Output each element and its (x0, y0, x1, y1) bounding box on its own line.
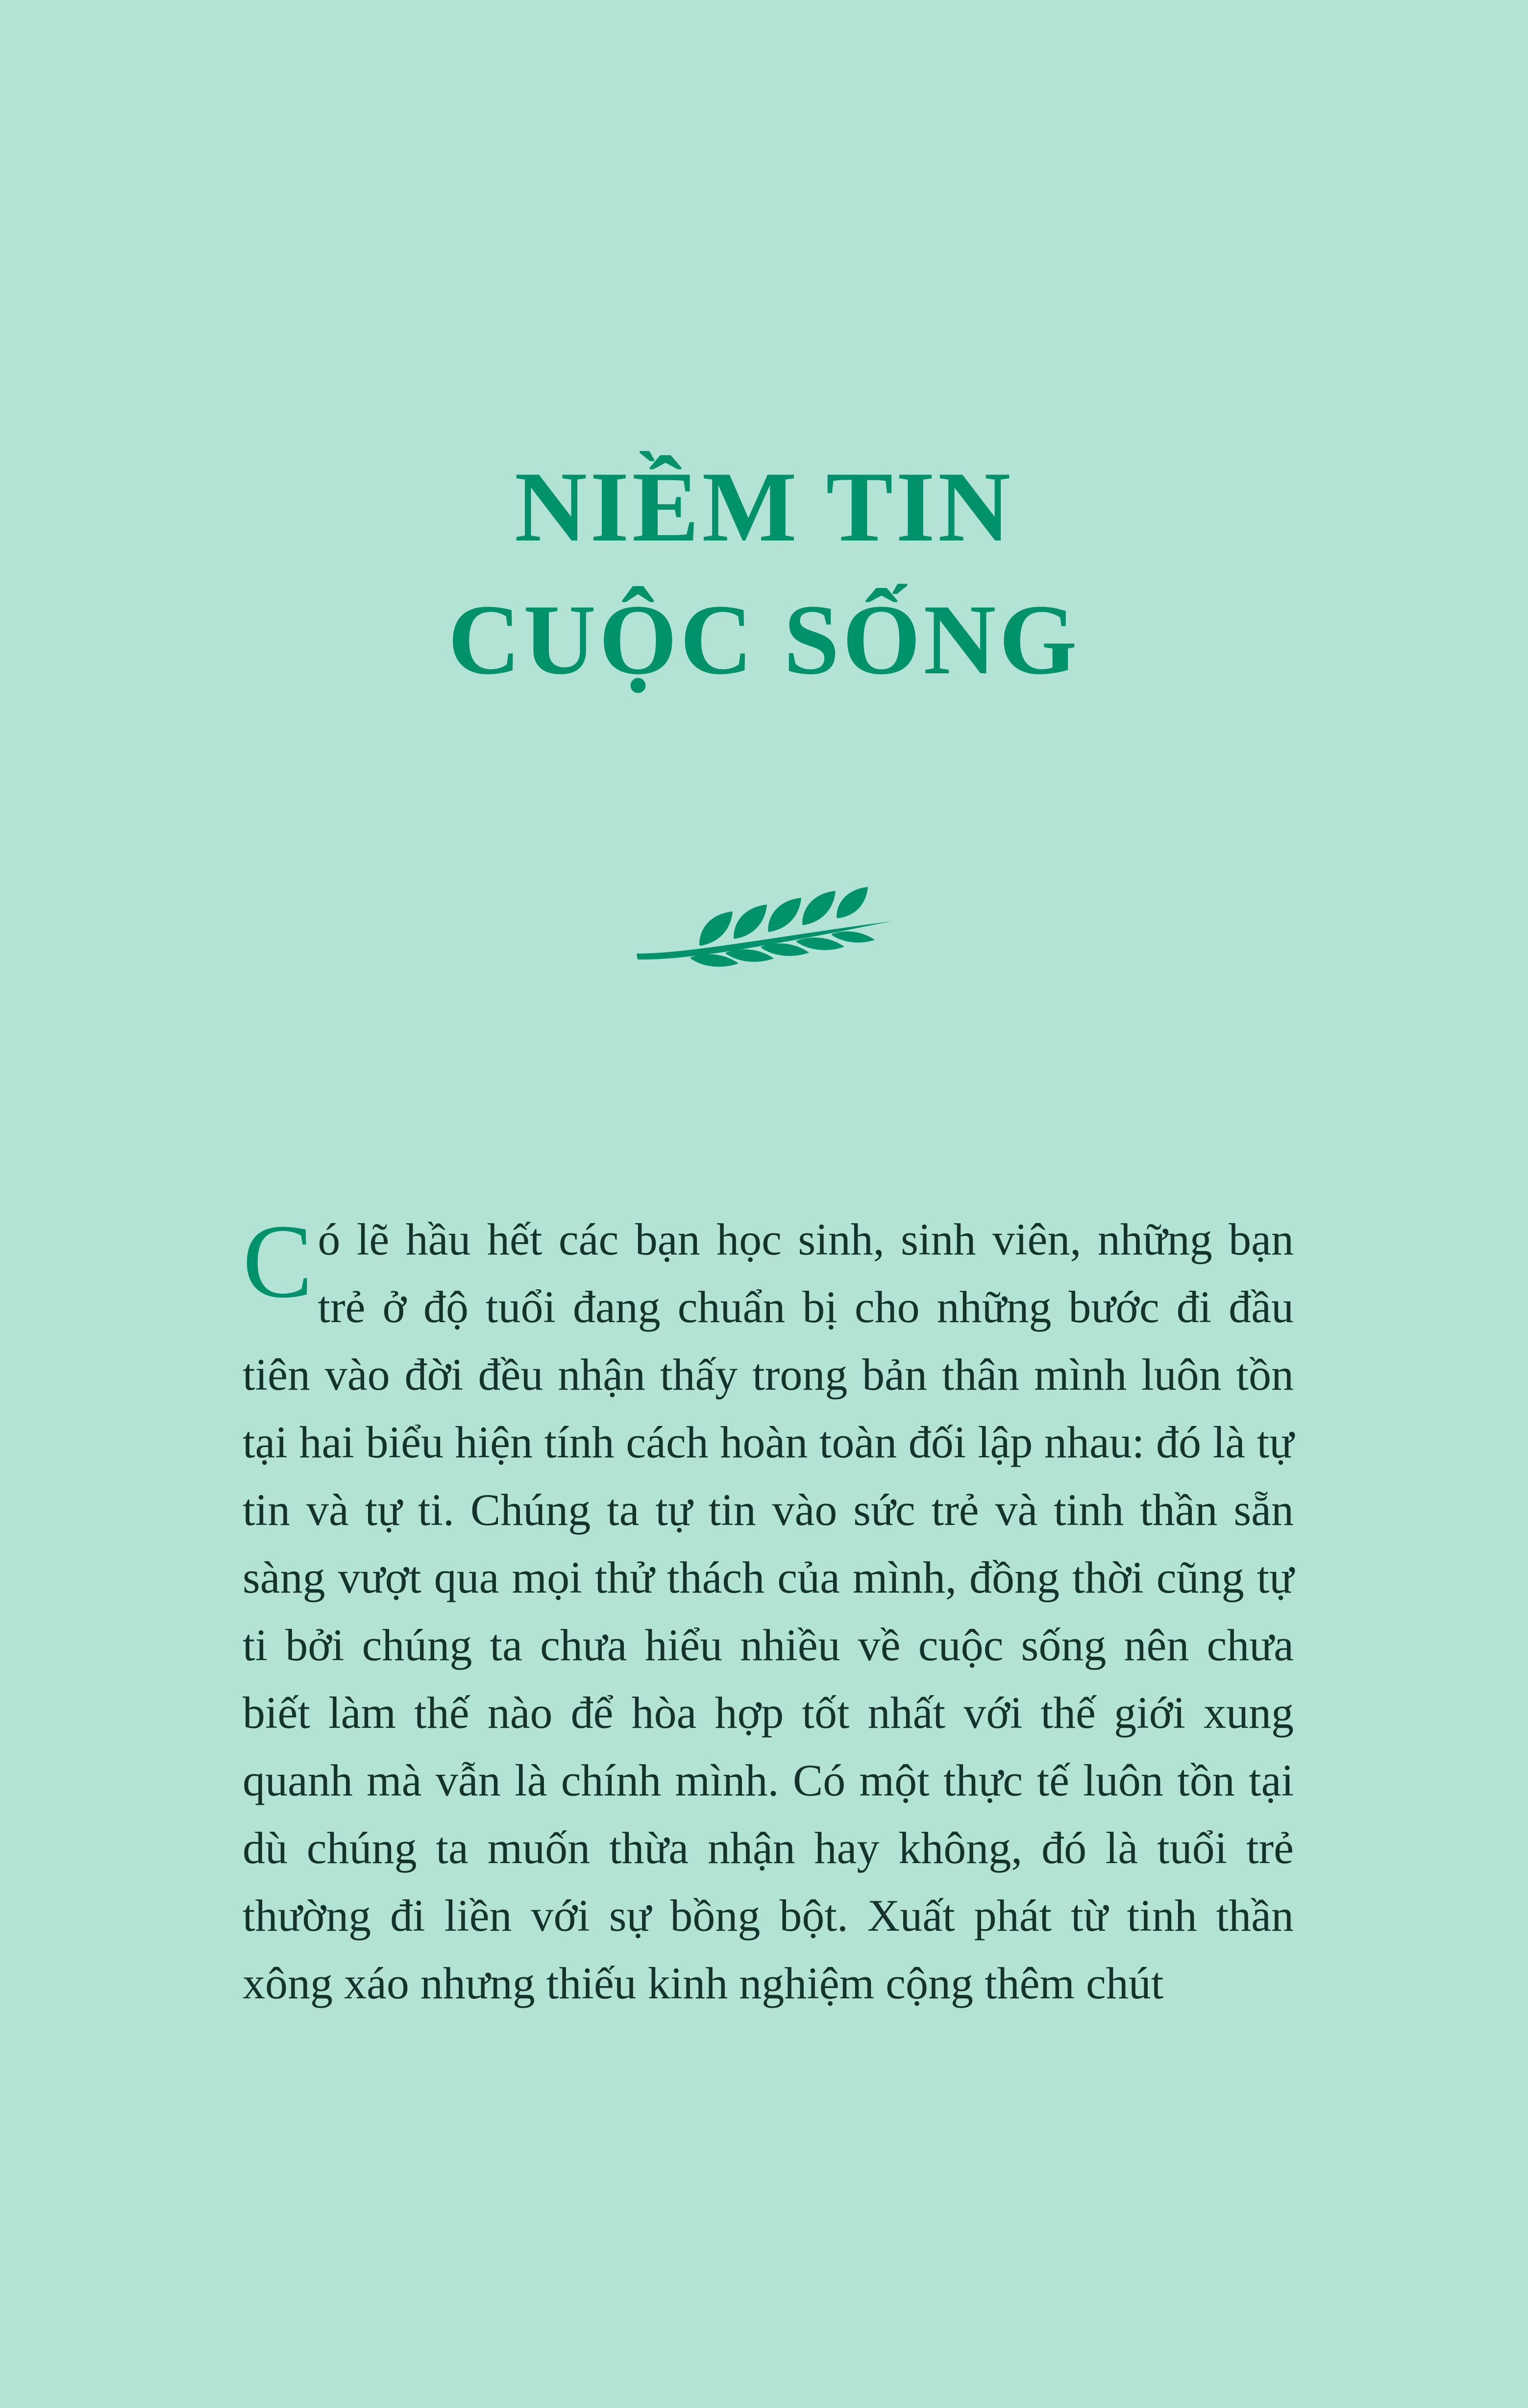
laurel-branch-ornament (0, 862, 1528, 990)
page-title (0, 441, 1528, 706)
body-paragraph-text: ó lẽ hầu hết các bạn học sinh, sinh viên, những bạn trẻ ở độ tuổi đang chuẩn bị cho những bước đi đầu tiên vào đời đều nhận thấy trong bản thân mình luôn tồn tại hai biểu hiện tính cách hoàn toàn đối lập nhau: đó là tự tin và tự ti. Chúng ta tự tin vào sức trẻ và tinh thần sẵn sàng vượt qua mọi thử thách của mình, đồng thời cũng tự ti bởi chúng ta chưa hiểu nhiều về cuộc sống nên chưa biết làm thế nào để hòa hợp tốt nhất với thế giới xung quanh mà vẫn là chính mình. Có một thực tế luôn tồn tại dù chúng ta muốn thừa nhận hay không, đó là tuổi trẻ thường đi liền với sự bồng bột. Xuất phát từ tinh thần xông xáo nhưng thiếu kinh nghiệm cộng thêm chút (243, 1214, 1294, 2008)
body-paragraph (243, 1205, 1294, 2017)
title-line-1: NIỀM TIN (514, 451, 1014, 563)
body-text (243, 1205, 1294, 2017)
drop-cap: C (243, 1203, 313, 1320)
title-line-2: CUỘC SỐNG (448, 584, 1080, 695)
